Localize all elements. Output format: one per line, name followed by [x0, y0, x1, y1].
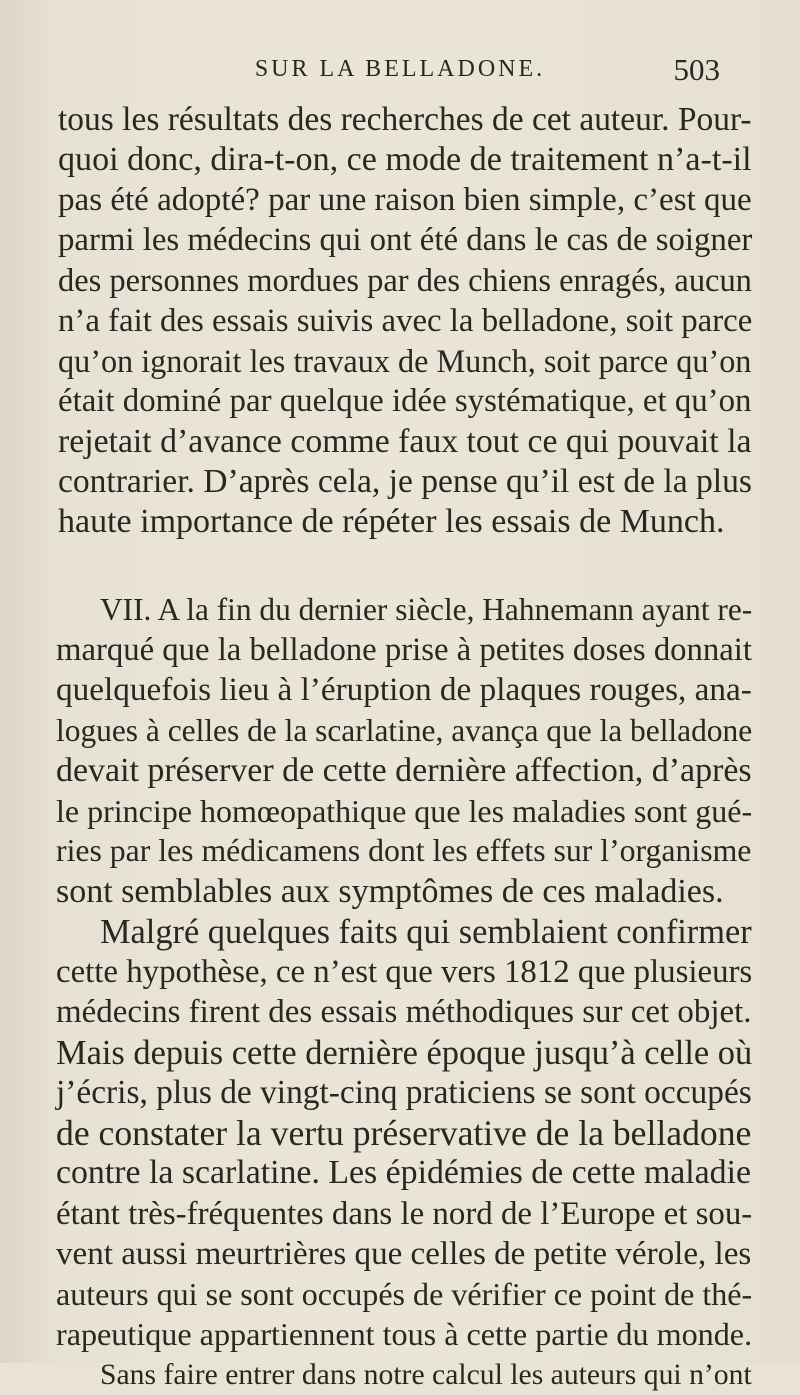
- text-line: le principe homœopathique que les maladies sont gué-: [56, 793, 753, 829]
- page-header: [0, 50, 800, 90]
- text-line: cette hypothèse, ce n’est que vers 1812 que plusieurs: [56, 954, 753, 990]
- running-title: SUR LA BELLADONE.: [254, 56, 546, 82]
- text-line: parmi les médecins qui ont été dans le cas de soigner: [58, 222, 753, 258]
- page-number: 503: [673, 52, 720, 87]
- text-line: pas été adopté? par une raison bien simple, c’est que: [58, 182, 752, 218]
- text-line: étant très-fréquentes dans le nord de l’Europe et sou-: [56, 1196, 753, 1232]
- text-line: de constater la vertu préservative de la belladone: [56, 1113, 752, 1153]
- text-line: tous les résultats des recherches de cet auteur. Pour-: [58, 101, 752, 138]
- text-line: devait préserver de cette dernière affection, d’après: [56, 752, 752, 789]
- text-line: marqué que la belladone prise à petites doses donnait: [56, 632, 752, 668]
- text-line: auteurs qui se sont occupés de vérifier ce point de thé-: [56, 1276, 753, 1312]
- text-line: médecins firent des essais méthodiques sur cet objet.: [56, 994, 752, 1030]
- text-line: quelquefois lieu à l’éruption de plaques rouges, ana-: [56, 671, 752, 708]
- text-line: ries par les médicamens dont les effets sur l’organisme: [56, 833, 752, 868]
- text-line: n’a fait des essais suivis avec la belladone, soit parce: [58, 303, 753, 339]
- text-line: qu’on ignorait les travaux de Munch, soit parce qu’on: [58, 343, 752, 379]
- text-line: j’écris, plus de vingt-cinq praticiens se sont occupés: [56, 1074, 752, 1111]
- text-line: VII. A la fin du dernier siècle, Hahnemann ayant re-: [100, 592, 753, 627]
- text-line: Sans faire entrer dans notre calcul les auteurs qui n’ont: [100, 1359, 752, 1391]
- text-line: logues à celles de la scarlatine, avança que la belladone: [56, 713, 753, 748]
- text-line: rejetait d’avance comme faux tout ce qui pouvait la: [58, 423, 752, 460]
- text-line: contrarier. D’après cela, je pense qu’il est de la plus: [58, 463, 752, 500]
- text-line: des personnes mordues par des chiens enragés, aucun: [58, 263, 752, 299]
- text-line: sont semblables aux symptômes de ces maladies.: [56, 873, 724, 910]
- text-line: Mais depuis cette dernière époque jusqu’à celle où: [56, 1034, 753, 1072]
- text-line: vent aussi meurtrières que celles de petite vérole, les: [56, 1236, 752, 1272]
- text-line: haute importance de répéter les essais de Munch.: [58, 503, 725, 540]
- text-line: contre la scarlatine. Les épidémies de cette maladie: [56, 1154, 752, 1191]
- text-line: rapeutique appartiennent tous à cette partie du monde.: [56, 1316, 753, 1352]
- text-line: était dominé par quelque idée systématique, et qu’on: [58, 383, 752, 419]
- text-line: Malgré quelques faits qui semblaient confirmer: [100, 913, 752, 951]
- text-line: quoi donc, dira-t-on, ce mode de traitement n’a-t-il: [58, 141, 752, 178]
